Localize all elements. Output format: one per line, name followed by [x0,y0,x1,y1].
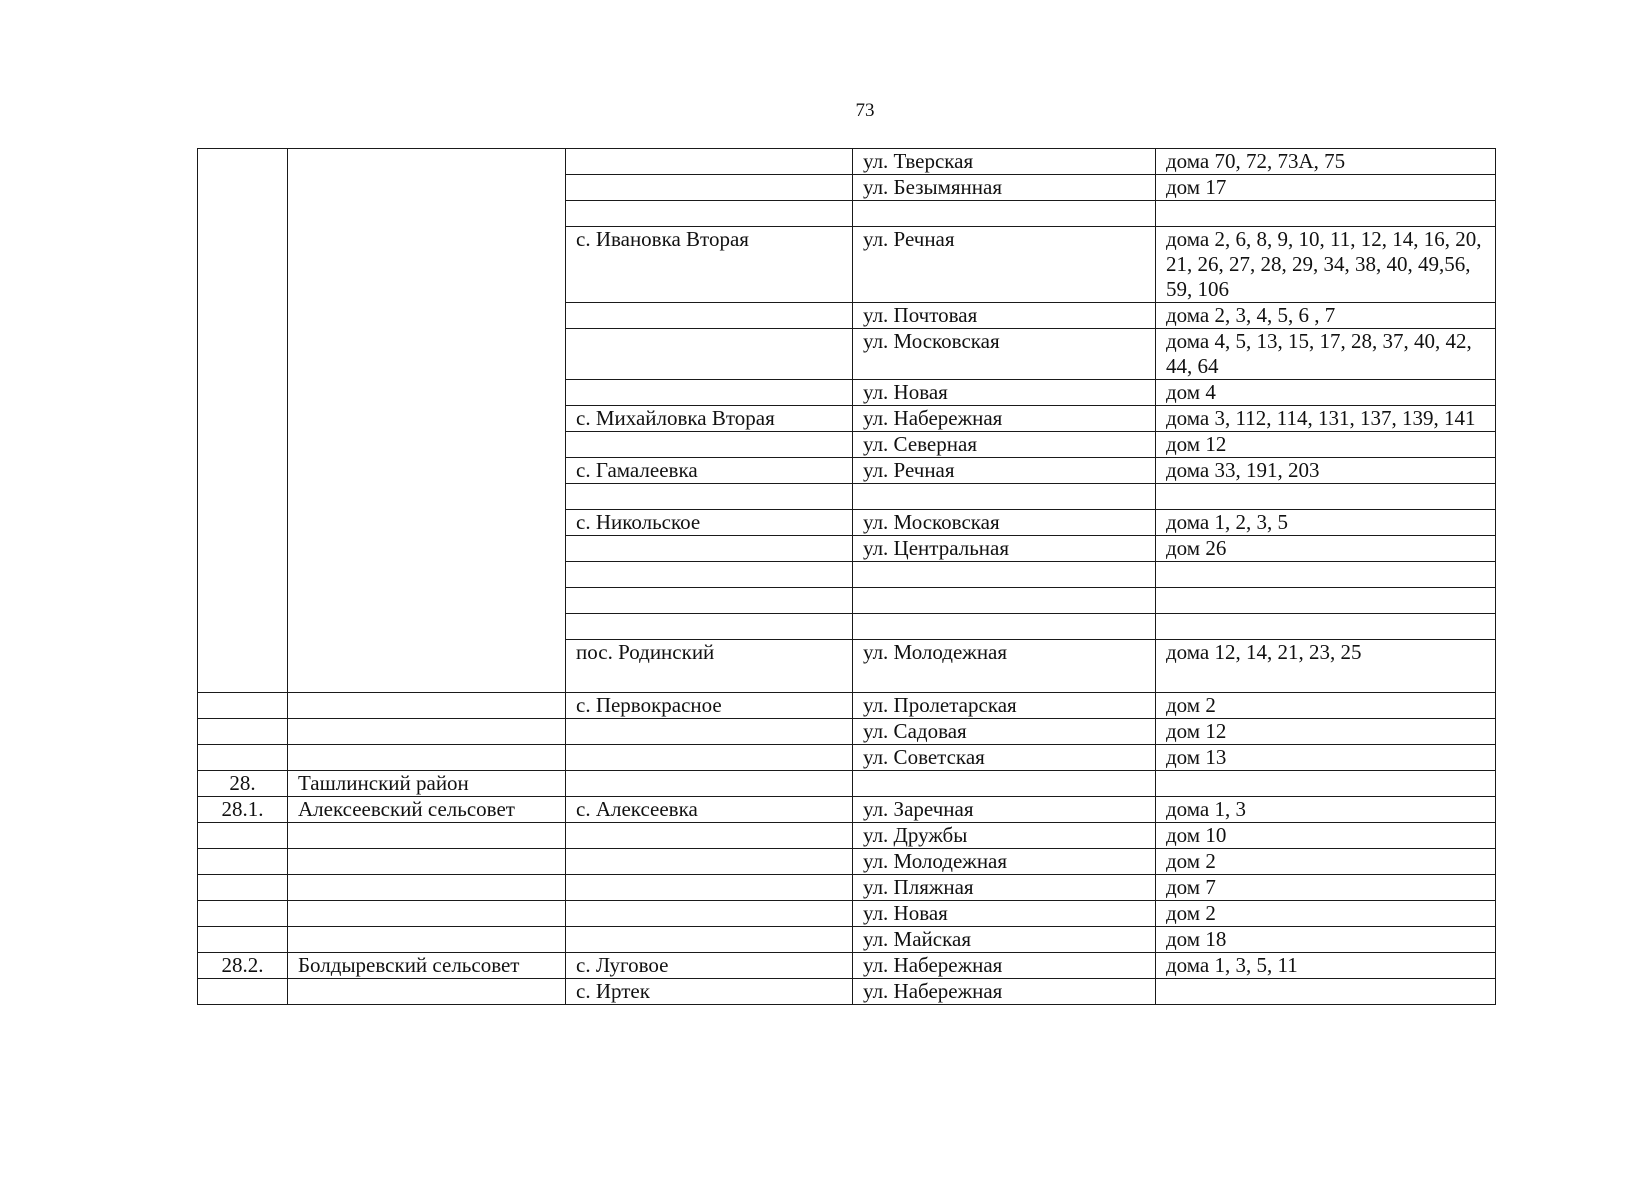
settlement-cell: пос. Родинский [566,640,853,693]
houses-cell: дома 33, 191, 203 [1156,458,1496,484]
council-cell [288,901,566,927]
street-cell [853,588,1156,614]
settlement-cell: с. Гамалеевка [566,458,853,484]
row-number-cell [198,745,288,771]
council-cell [288,875,566,901]
page-number: 73 [855,100,875,121]
table-row [198,797,1496,823]
settlement-cell: с. Ивановка Вторая [566,227,853,303]
settlement-cell [566,745,853,771]
street-cell [853,614,1156,640]
houses-cell: дом 7 [1156,875,1496,901]
council-cell [288,745,566,771]
street-cell: ул. Молодежная [853,849,1156,875]
settlement-cell [566,149,853,175]
street-cell: ул. Садовая [853,719,1156,745]
settlement-cell [566,562,853,588]
houses-cell: дом 2 [1156,849,1496,875]
settlement-cell [566,719,853,745]
row-number-cell [198,149,288,693]
settlement-cell [566,771,853,797]
street-cell: ул. Безымянная [853,175,1156,201]
address-table [197,148,1496,1005]
table-row [198,927,1496,953]
row-number-cell [198,823,288,849]
council-cell: Алексеевский сельсовет [288,797,566,823]
houses-cell: дом 13 [1156,745,1496,771]
table-row [198,875,1496,901]
street-cell: ул. Набережная [853,979,1156,1005]
street-cell: ул. Московская [853,510,1156,536]
council-cell [288,149,566,693]
street-cell [853,562,1156,588]
houses-cell: дом 18 [1156,927,1496,953]
street-cell [853,484,1156,510]
settlement-cell [566,484,853,510]
houses-cell: дома 1, 2, 3, 5 [1156,510,1496,536]
houses-cell: дома 1, 3 [1156,797,1496,823]
settlement-cell: с. Михайловка Вторая [566,406,853,432]
row-number-cell [198,979,288,1005]
row-number-cell [198,693,288,719]
council-cell [288,849,566,875]
settlement-cell [566,901,853,927]
houses-cell: дом 10 [1156,823,1496,849]
houses-cell [1156,614,1496,640]
houses-cell: дом 26 [1156,536,1496,562]
houses-cell: дома 70, 72, 73А, 75 [1156,149,1496,175]
settlement-cell [566,380,853,406]
houses-cell: дом 17 [1156,175,1496,201]
council-cell [288,979,566,1005]
houses-cell: дома 12, 14, 21, 23, 25 [1156,640,1496,693]
row-number-cell: 28.2. [198,953,288,979]
street-cell: ул. Дружбы [853,823,1156,849]
street-cell: ул. Речная [853,458,1156,484]
row-number-cell [198,719,288,745]
street-cell: ул. Набережная [853,406,1156,432]
street-cell: ул. Центральная [853,536,1156,562]
street-cell: ул. Почтовая [853,303,1156,329]
settlement-cell [566,329,853,380]
table-row [198,719,1496,745]
street-cell: ул. Новая [853,380,1156,406]
houses-cell: дома 1, 3, 5, 11 [1156,953,1496,979]
row-number-cell [198,901,288,927]
settlement-cell: с. Иртек [566,979,853,1005]
settlement-cell [566,303,853,329]
table-row [198,953,1496,979]
street-cell: ул. Пляжная [853,875,1156,901]
street-cell: ул. Северная [853,432,1156,458]
street-cell: ул. Молодежная [853,640,1156,693]
council-cell [288,927,566,953]
houses-cell: дом 12 [1156,432,1496,458]
settlement-cell: с. Никольское [566,510,853,536]
street-cell [853,201,1156,227]
street-cell: ул. Московская [853,329,1156,380]
table-row [198,771,1496,797]
settlement-cell [566,175,853,201]
street-cell: ул. Тверская [853,149,1156,175]
houses-cell [1156,588,1496,614]
houses-cell: дом 2 [1156,901,1496,927]
settlement-cell [566,536,853,562]
houses-cell: дома 2, 6, 8, 9, 10, 11, 12, 14, 16, 20, 21, 26, 27, 28, 29, 34, 38, 40, 49,56, 59, 106 [1156,227,1496,303]
street-cell: ул. Майская [853,927,1156,953]
settlement-cell [566,875,853,901]
table-row [198,979,1496,1005]
council-cell [288,719,566,745]
street-cell: ул. Речная [853,227,1156,303]
table-row [198,745,1496,771]
houses-cell: дом 4 [1156,380,1496,406]
houses-cell [1156,979,1496,1005]
houses-cell: дома 4, 5, 13, 15, 17, 28, 37, 40, 42, 44, 64 [1156,329,1496,380]
street-cell: ул. Пролетарская [853,693,1156,719]
settlement-cell [566,201,853,227]
street-cell: ул. Советская [853,745,1156,771]
settlement-cell: с. Первокрасное [566,693,853,719]
houses-cell: дома 3, 112, 114, 131, 137, 139, 141 [1156,406,1496,432]
houses-cell: дом 12 [1156,719,1496,745]
street-cell [853,771,1156,797]
houses-cell: дома 2, 3, 4, 5, 6 , 7 [1156,303,1496,329]
council-cell: Ташлинский район [288,771,566,797]
street-cell: ул. Набережная [853,953,1156,979]
settlement-cell: с. Алексеевка [566,797,853,823]
settlement-cell [566,588,853,614]
street-cell: ул. Новая [853,901,1156,927]
table-row [198,849,1496,875]
street-cell: ул. Заречная [853,797,1156,823]
row-number-cell: 28. [198,771,288,797]
settlement-cell [566,432,853,458]
council-cell [288,823,566,849]
houses-cell [1156,201,1496,227]
settlement-cell [566,927,853,953]
row-number-cell [198,927,288,953]
row-number-cell [198,849,288,875]
table-row [198,693,1496,719]
houses-cell: дом 2 [1156,693,1496,719]
houses-cell [1156,562,1496,588]
settlement-cell [566,823,853,849]
council-cell [288,693,566,719]
table-row [198,823,1496,849]
row-number-cell [198,875,288,901]
houses-cell [1156,484,1496,510]
address-table-lower-body [198,693,1496,1005]
row-number-cell: 28.1. [198,797,288,823]
settlement-cell [566,614,853,640]
settlement-cell [566,849,853,875]
address-table-body [198,149,1496,693]
settlement-cell: с. Луговое [566,953,853,979]
table-row [198,901,1496,927]
council-cell: Болдыревский сельсовет [288,953,566,979]
table-row [198,149,1496,175]
houses-cell [1156,771,1496,797]
